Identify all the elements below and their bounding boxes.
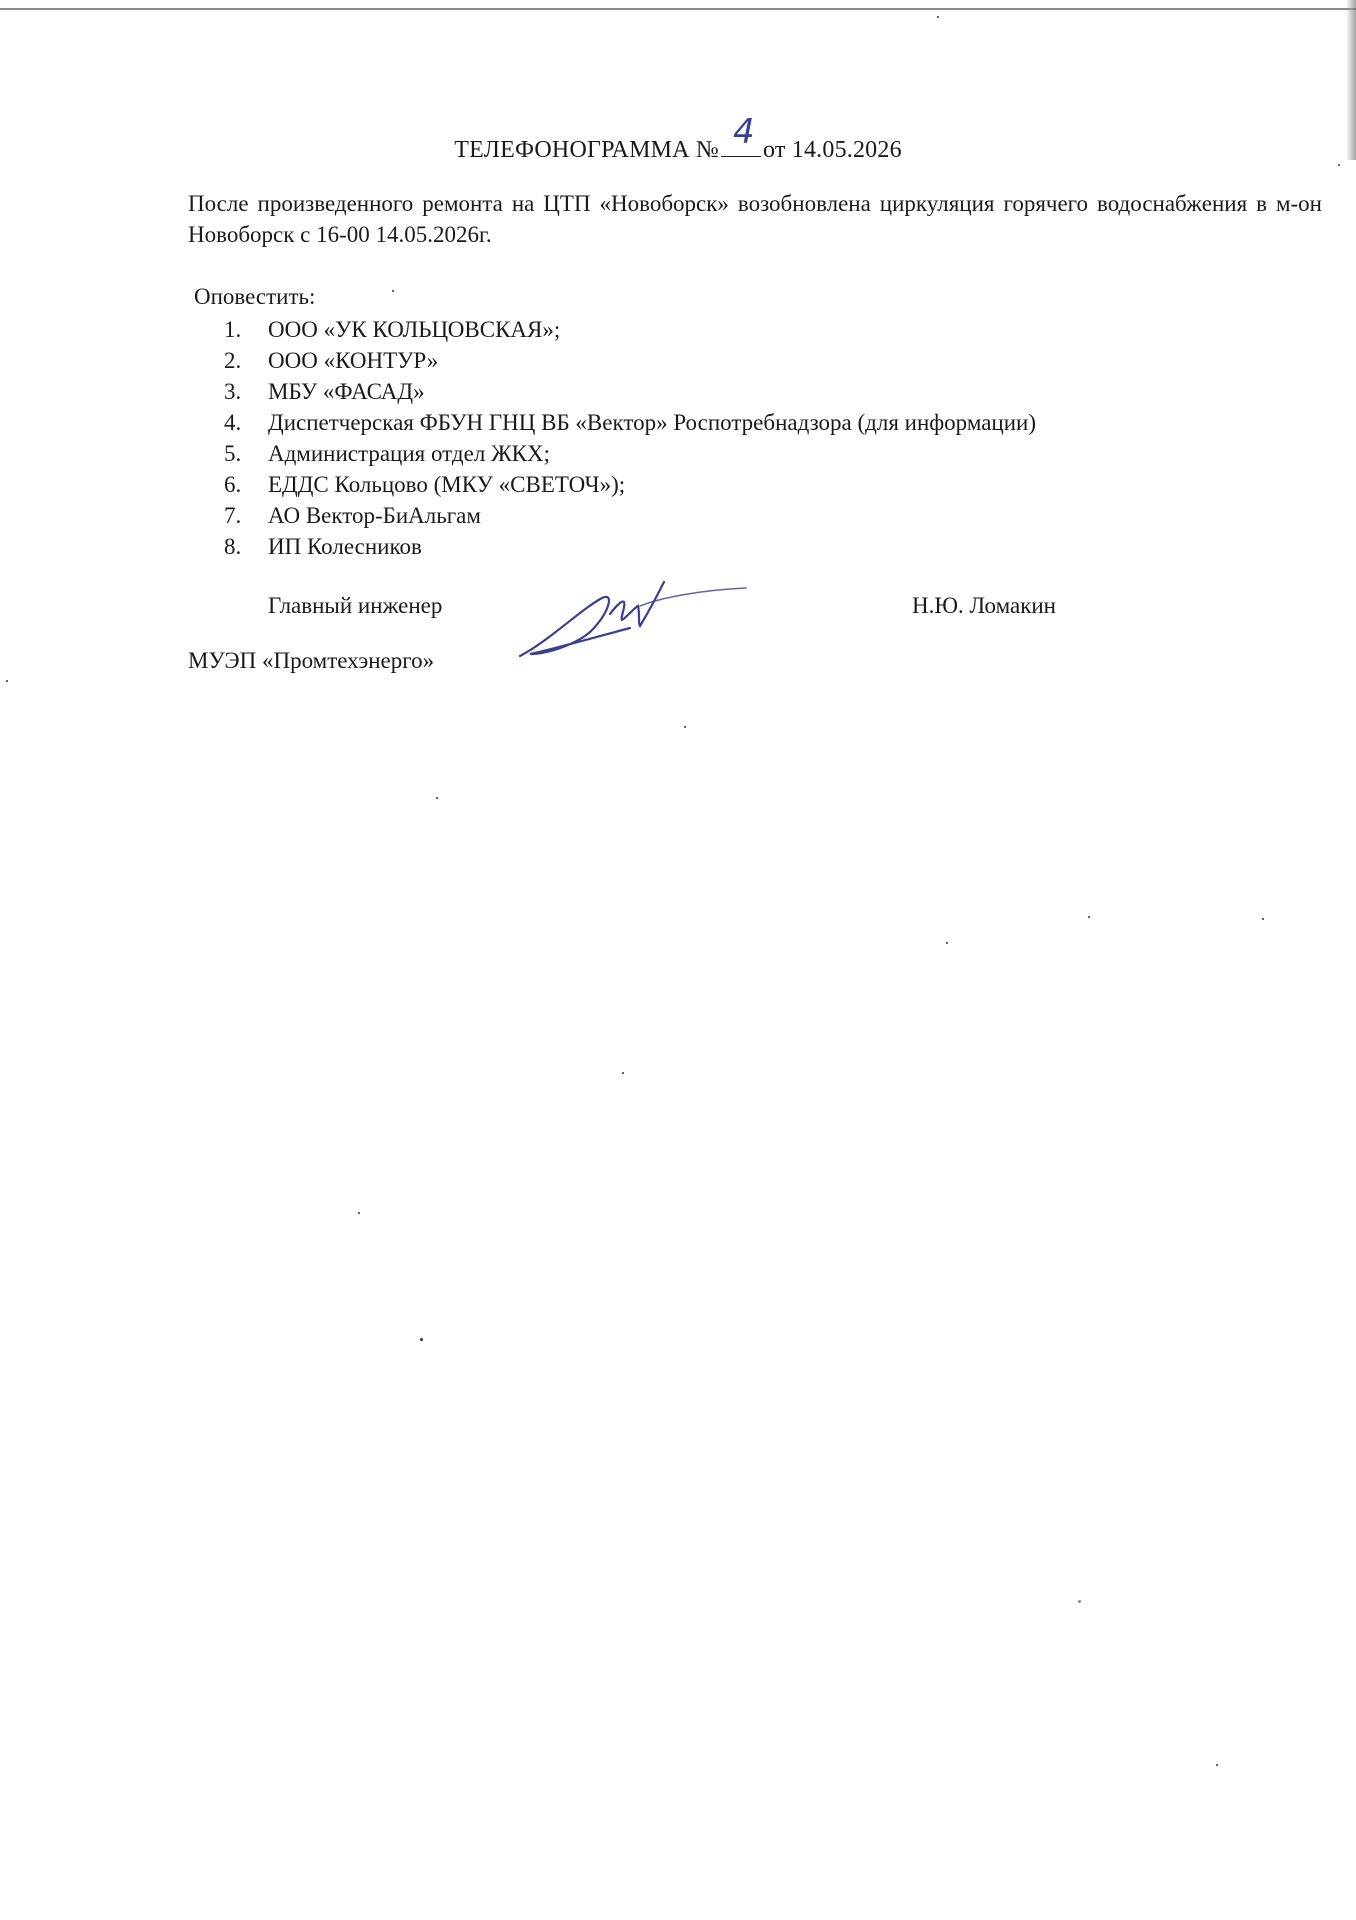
- list-item: [224, 469, 1036, 500]
- scan-speck: [684, 726, 686, 728]
- list-item: [224, 438, 1036, 469]
- list-item: [224, 376, 1036, 407]
- list-item: [224, 531, 1036, 562]
- list-index: 7.: [224, 503, 242, 528]
- scan-speck: [1262, 918, 1264, 920]
- list-index: 1.: [224, 317, 242, 342]
- list-text: ЕДДС Кольцово (МКУ «СВЕТОЧ»);: [268, 472, 626, 497]
- list-text: МБУ «ФАСАД»: [268, 379, 425, 404]
- message-body: После произведенного ремонта на ЦТП «Новоборск» возобновлена циркуляция горячего водоснабжения в м-он Новоборск с 16-00 14.05.2026г.: [188, 191, 1322, 247]
- handwritten-number: 4: [733, 112, 755, 152]
- signatory-role: Главный инженер: [268, 593, 443, 618]
- list-item: [224, 314, 1036, 345]
- list-item: [224, 500, 1036, 531]
- scan-speck: [436, 797, 438, 799]
- scan-speck: [946, 942, 948, 944]
- list-index: 5.: [224, 441, 242, 466]
- list-text: Диспетчерская ФБУН ГНЦ ВБ «Вектор» Роспотребнадзора (для информации): [268, 410, 1037, 435]
- document-title: [0, 112, 1356, 164]
- scan-speck: [622, 1072, 624, 1074]
- title-number-blank: [721, 112, 761, 157]
- signatory-name: Н.Ю. Ломакин: [912, 593, 1056, 618]
- list-text: ООО «КОНТУР»: [268, 348, 439, 373]
- scan-top-rule: [0, 8, 1356, 10]
- scan-speck: [6, 680, 8, 682]
- scan-speck: [1338, 164, 1340, 166]
- scan-speck: [392, 290, 394, 292]
- title-prefix: ТЕЛЕФОНОГРАММА №: [454, 137, 719, 163]
- signature-stroke: [520, 597, 630, 656]
- list-text: ИП Колесников: [268, 534, 422, 559]
- list-index: 4.: [224, 410, 242, 435]
- scan-speck: [1088, 916, 1090, 918]
- handwritten-signature: [510, 570, 750, 670]
- scan-speck: [420, 1338, 423, 1341]
- title-suffix: от 14.05.2026: [763, 137, 902, 163]
- scan-speck: [1216, 1764, 1218, 1766]
- list-index: 6.: [224, 472, 242, 497]
- list-text: АО Вектор-БиАльгам: [268, 503, 481, 528]
- scan-speck: [358, 1212, 360, 1214]
- scan-speck: [937, 16, 939, 18]
- list-item: [224, 345, 1036, 376]
- signature-stroke: [610, 582, 664, 626]
- list-text: ООО «УК КОЛЬЦОВСКАЯ»;: [268, 317, 561, 342]
- notify-label: Оповестить:: [194, 284, 316, 309]
- scan-speck: [1078, 1600, 1081, 1603]
- recipient-list: [224, 314, 1036, 562]
- list-text: Администрация отдел ЖКХ;: [268, 441, 551, 466]
- list-index: 2.: [224, 348, 242, 373]
- list-index: 3.: [224, 379, 242, 404]
- list-index: 8.: [224, 534, 242, 559]
- signatory-organization: МУЭП «Промтехэнерго»: [188, 648, 435, 673]
- list-item: [224, 407, 1036, 438]
